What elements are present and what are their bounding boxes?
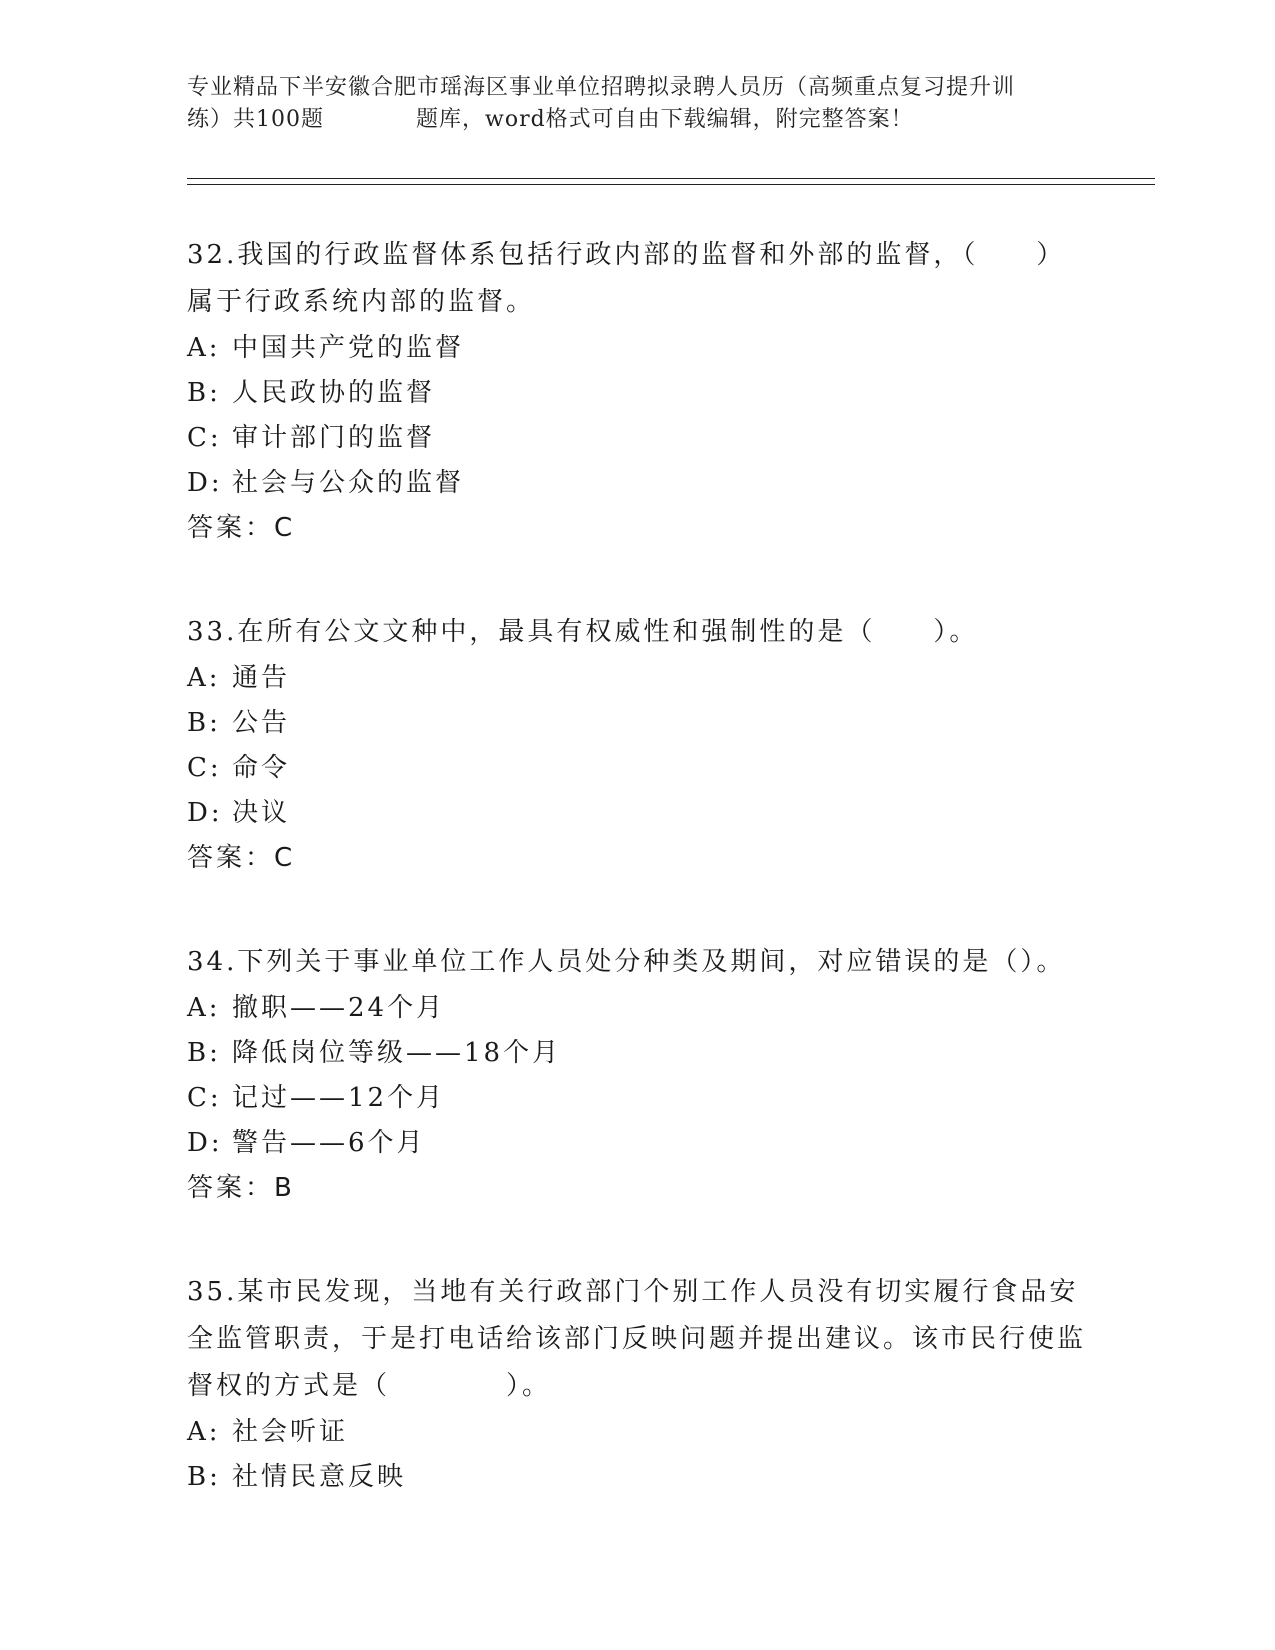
answer-line: 答案：B <box>187 1173 295 1203</box>
option-letter: C: <box>187 753 222 783</box>
option-text: 社会与公众的监督 <box>232 468 465 498</box>
question-text: 33.在所有公文文种中，最具有权威性和强制性的是（ ）。 <box>187 617 979 647</box>
option-letter: A: <box>187 1417 221 1447</box>
question-text: 32.我国的行政监督体系包括行政内部的监督和外部的监督，（ ）属于行政系统内部的监督。 <box>187 240 1066 317</box>
option-letter: A: <box>187 663 221 693</box>
option-letter: A: <box>187 333 221 363</box>
option-text: 通告 <box>232 663 291 693</box>
option-a <box>187 1410 1087 1455</box>
option-d <box>187 791 1087 836</box>
option-letter: D: <box>187 468 223 498</box>
option-c <box>187 416 1087 461</box>
option-text: 中国共产党的监督 <box>232 333 465 363</box>
option-letter: D: <box>187 798 223 828</box>
option-text: 警告——6个月 <box>232 1128 426 1158</box>
header-divider <box>187 178 1155 185</box>
option-b <box>187 371 1087 416</box>
option-text: 人民政协的监督 <box>232 378 436 408</box>
question-text: 34.下列关于事业单位工作人员处分种类及期间，对应错误的是（）。 <box>187 947 1066 977</box>
option-b <box>187 1031 1087 1076</box>
option-letter: D: <box>187 1128 223 1158</box>
question-35 <box>187 1269 1087 1500</box>
option-letter: C: <box>187 423 222 453</box>
document-header <box>187 72 1087 136</box>
option-d <box>187 461 1087 506</box>
option-letter: C: <box>187 1083 222 1113</box>
answer-line: 答案：C <box>187 513 296 543</box>
question-33 <box>187 609 1087 881</box>
answer-line: 答案：C <box>187 843 296 873</box>
option-b <box>187 701 1087 746</box>
option-text: 审计部门的监督 <box>232 423 436 453</box>
option-b <box>187 1455 1087 1500</box>
option-a <box>187 656 1087 701</box>
question-text: 35.某市民发现，当地有关行政部门个别工作人员没有切实履行食品安全监管职责，于是打电话给该部门反映问题并提出建议。该市民行使监督权的方式是（ ）。 <box>187 1277 1087 1401</box>
option-text: 决议 <box>232 798 291 828</box>
option-c <box>187 1076 1087 1121</box>
option-text: 降低岗位等级——18个月 <box>232 1038 562 1068</box>
option-letter: A: <box>187 993 221 1023</box>
header-title-line-1: 专业精品下半安徽合肥市瑶海区事业单位招聘拟录聘人员历（高频重点复习提升训 <box>187 75 1016 100</box>
option-text: 命令 <box>232 753 291 783</box>
option-text: 社情民意反映 <box>232 1462 407 1492</box>
option-letter: B: <box>187 378 221 408</box>
header-title-line-2: 练）共100题 题库，word格式可自由下载编辑，附完整答案！ <box>187 107 914 132</box>
option-letter: B: <box>187 708 221 738</box>
option-text: 公告 <box>232 708 291 738</box>
option-text: 记过——12个月 <box>232 1083 446 1113</box>
question-32 <box>187 232 1087 551</box>
option-text: 撤职——24个月 <box>232 993 446 1023</box>
option-text: 社会听证 <box>232 1417 349 1447</box>
option-letter: B: <box>187 1038 221 1068</box>
option-d <box>187 1121 1087 1166</box>
question-34 <box>187 939 1087 1211</box>
option-a <box>187 986 1087 1031</box>
option-letter: B: <box>187 1462 221 1492</box>
question-list <box>187 232 1087 1558</box>
option-a <box>187 326 1087 371</box>
option-c <box>187 746 1087 791</box>
